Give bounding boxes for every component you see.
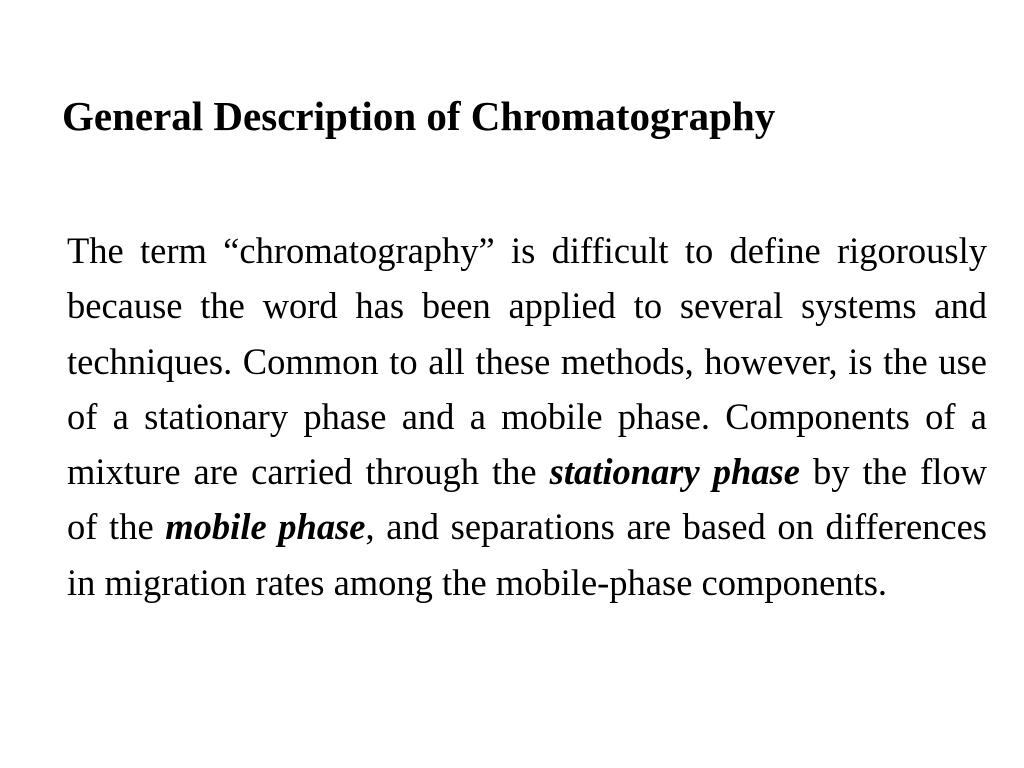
paragraph-text-part-2: by the flow of the [67,451,987,548]
body-paragraph [67,223,987,610]
slide-title: General Description of Chromatography [62,93,776,139]
mobile-phase-emphasis: mobile phase [165,506,366,548]
paragraph-text-part-1: The term “chromatography” is difficult to define rigorously because the word has been applied to several systems and techniques. Common to all these methods, however, is the use of a stationary phase and a mobile phase. Components of a mixture are carried through the [67,230,987,493]
paragraph-text-part-3: , and separations are based on differences in migration rates among the mobile-phase components. [67,506,988,603]
stationary-phase-emphasis: stationary phase [549,451,800,493]
